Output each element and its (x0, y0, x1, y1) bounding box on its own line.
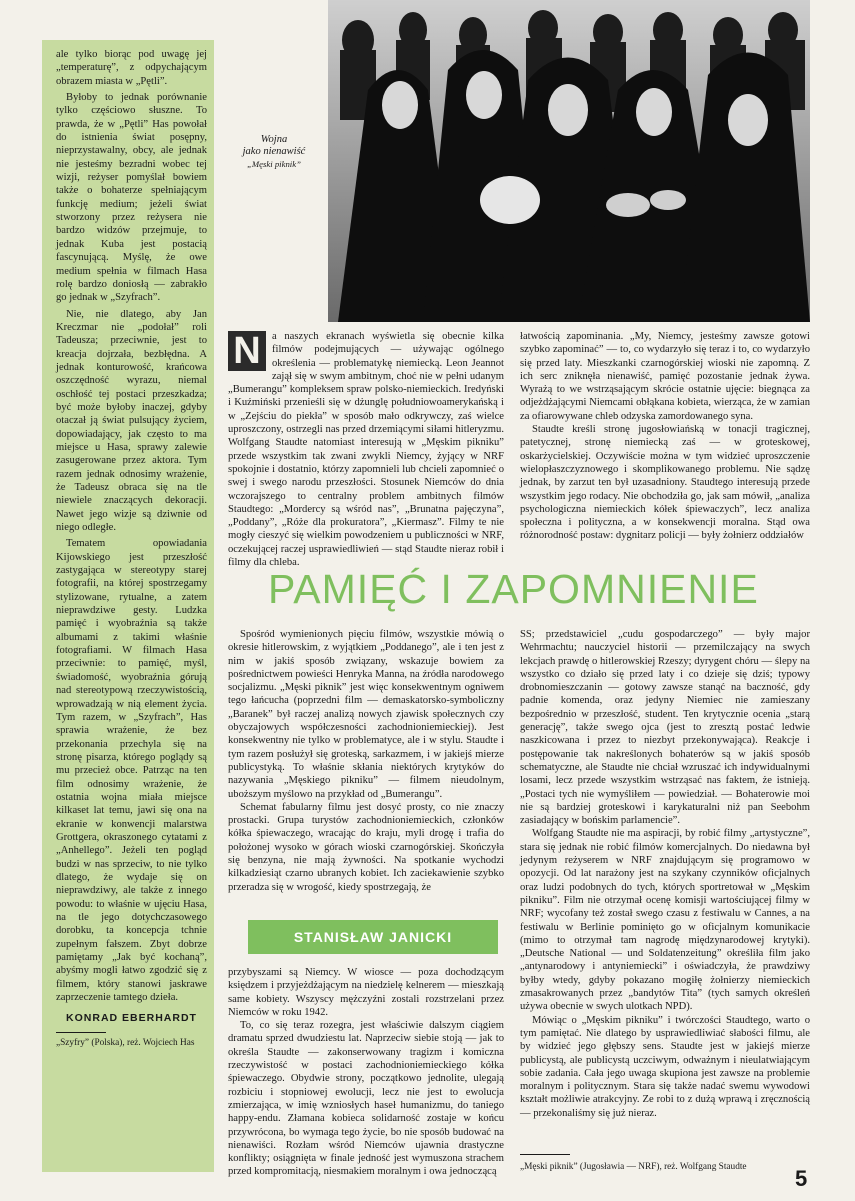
divider (520, 1154, 570, 1155)
article-column-2-bottom (520, 628, 810, 1120)
caption-film-title: „Męski piknik” (247, 159, 301, 169)
review-author: KONRAD EBERHARDT (66, 1012, 197, 1025)
article-headline: PAMIĘĆ I ZAPOMNIENIE (268, 566, 759, 612)
divider (56, 1032, 106, 1033)
article-paragraph: To, co się teraz rozegra, jest właściwie dalszym ciągiem dramatu sprzed dwudziestu lat. Naprzeciw siebie stoją — jak to określa Staudte — zakonserwowany tragizm i komiczna rzeczywistość w postaci zachodnioniemieckiego kółka śpiewaczego. Obydwie strony, początkowo jednolite, ulegają rozbiciu i stopniowej ewolucji, lecz nie jest to ewolucja zmierzająca, w imię wzniosłych haseł humanizmu, do taniego happy-endu. Złamana kobieca solidarność zostaje w końcu przywrócona, bo wymaga tego życie, bo nie sposób budować na nienawiści. Rozłam wśród Niemców ujawnia drastyczne konflikty; osiągnięta w finale jedność jest wymuszona strachem przed kompromitacją, niesmakiem moralnym i owa jednoczącą (228, 1020, 504, 1178)
review-column-left (42, 40, 214, 1172)
page-number: 5 (795, 1166, 808, 1191)
article-paragraph: Mówiąc o „Męskim pikniku” i twórczości Staudtego, warto o tym pamiętać. Nie dlatego by usprawiedliwiać słabości filmu, ale by widzieć jego głębszy sens. Staudte jest w jakiejś mierze publicystą, ale publicystą uczciwym, odważnym i nieulatwiającym sobie zadania. Cała jego uwaga skupiona jest zawsze na problemie moralnym i politycznym. Stara się także nadać swemu wywodowi kształt możliwie atrakcyjny. Ze robi to z dużą wprawą i zręcznością — przekonaliśmy się już nieraz. (520, 1014, 810, 1119)
article-column-1-middle (228, 628, 504, 894)
article-column-1-top (228, 330, 504, 569)
photo-caption (224, 134, 324, 170)
article-paragraph: Staudte kreśli stronę jugosłowiańską w tonacji tragicznej, patetycznej, stronę niemiecką zaś — w groteskowej, oskarżycielskiej. Oczywiście można w tym widzieć uproszczenie wielopłaszczyznowego i skomplikowanego problemu. Nie sądzę jednak, by zarzut ten był uzasadniony. Staudtego interesują przede wszystkim jego rodacy. Nie obchodziła go, jak sam mówił, „analiza psychologiczna niemieckich kółek śpiewaczych”, lecz analiza społeczna i polityczna, a w konsekwencji moralna. Stąd owa różnorodność postaw: dygnitarz policji — były żołnierz oddziałów (520, 424, 810, 542)
article-paragraph: a naszych ekranach wyświetla się obecnie kilka filmów podejmujących — używając ogólnego określenia — problematykę niemiecką. Leon Jeannot zajął się w swym ambitnym, choć nie w pełni udanym „Bumerangu” kompleksem spraw polsko-niemieckich. Iredyński i Kuźmiński przenieśli się w dżunglę południowoamerykańską i w „Zejściu do piekła” w sposób mało odkrywczy, zaś wielce uproszczony, ostrzegli nas przed drzemiącymi siłami hitleryzmu. Wolfgang Staudte natomiast interesują w „Męskim pikniku” przede wszystkim tak zwani zwykli Niemcy, żyjący w NRF spokojnie i dostatnio, którzy zapomnieli lub chcieli zapomnieć o swej i swego narodu przeszłości. Stosunek Niemców do dnia wczorajszego to centralny problem ambitnych filmów Staudtego: „Mordercy są wśród nas”, „Brunatna pajęczyna”, „Poddany”, „Róże dla prokuratora”, „Kiermasz”. Filmy te nie mogły cieszyć się wielkim powodzeniem u publiczności w NRF, oczekującej raczej usprawiedliwień — stąd Staudte nieraz robił i filmy dla chleba. (228, 331, 504, 569)
article-column-2-top (520, 330, 810, 543)
review-paragraph: Nie, nie dlatego, aby Jan Kreczmar nie „podołał” roli Tadeusza; przeciwnie, jest to kreacja dojrzała, bezbłędna. A jednak konturowość, krańcowa oszczędność wyrazu, niemal oschłość tej postaci przeszkadza; być może byłoby inaczej, gdyby otaczał ją świat pulsujący życiem, dopowiadający, jak często to ma miejsce u Hasa, sprawy zalewie zasugerowane przez aktora. Tym razem jednak odnosimy wrażenie, że Tadeusz obraca się na tle niewiele znaczących dekoracji. Nawet jego wizje są dziwnie od niego odległe. (56, 308, 207, 534)
article-column-1-bottom (228, 966, 504, 1179)
article-paragraph: przybyszami są Niemcy. W wiosce — poza dochodzącym księdzem i przyjeżdżającym na niedzielę kelnerem — mieszkają same kobiety. Wszyscy mężczyźni zostali rozstrzelani przez Niemców w roku 1942. (228, 967, 504, 1018)
review-paragraph: ale tylko biorąc pod uwagę jej „temperaturę”, z odpychającym obrazem miasta w „Pętli”. (56, 49, 207, 87)
caption-line: jako nienawiść (242, 146, 306, 157)
article-author-banner: STANISŁAW JANICKI (248, 920, 498, 954)
drop-cap: N (228, 331, 266, 371)
film-credit: „Szyfry” (Polska), reż. Wojciech Has (56, 1037, 195, 1048)
article-paragraph: Wolfgang Staudte nie ma aspiracji, by robić filmy „artystyczne”, stara się jednak nie robić filmów komercjalnych. Do niedawna był jedynym reżyserem w NRF znajdującym się programowo w opozycji. Od lat narażony jest na szykany czynników oficjalnych oraz ludzi podobnych do tych, których sportretował w „Męskim pikniku”. Film nie otrzymał ocenę komisji wartościującej filmy w NRF; wycofany też został swego czasu z festiwalu w Cannes, a na festiwalu w Berlinie pominięto go w oficjalnym komunikacie (mimo to otrzymał tam nagrodę międzynarodowej krytyki). „Deutsche National — und Soldatenzeitung” określiła film jako „antynarodowy i antyniemiecki” i oświadczyła, że prawdziwy byłby wtedy, gdyby pokazano mogiłę żołnierzy niemieckich zmasakrowanych przez „bandytów Tita” (tych samych określeń używa obecnie w swych ulotkach NPD). (520, 828, 810, 1013)
article-paragraph: Schemat fabularny filmu jest dosyć prosty, co nie znaczy prostacki. Grupa turystów zachodnioniemieckich, członków kółka śpiewaczego, wracając do kraju, myli drogę i trafia do położonej wysoko w górach wioski czarnogórskiej. Skończyła się benzyna, nie mają żywności. Na spotkanie wychodzi kilkadziesiąt czarno ubranych kobiet. Ich zaciekawienie szybko przeradza się w wrogość, kiedy spostrzegają, że (228, 801, 504, 893)
review-paragraph: Tematem opowiadania Kijowskiego jest przeszłość zastygająca w stereotypy starej fotografii, na której spostrzegamy stylizowane, rytualne, a zatem nieprawdziwe gesty. Ludzka pamięć i wyobraźnia są także albumami z takimi właśnie fotografiami. W filmach Hasa przeciwnie: to pamięć, myśl, świadomość, wyobraźnia górują nad stereotypową rzeczywistością, wprowadzają w nią element życia. Tym razem, w „Szyfrach”, Has sprawia wrażenie, że bez przekonania przechyla się na stronę pisarza, którego poglądy są mu przecież obce. Patrząc na ten film odnosimy wrażenie, że ostatnia wojna miała miejsce kilkaset lat temu, jawi się ona na ekranie w konwencji malarstwa Grottgera, okraszonego cytatami z „Anhellego”. Jeżeli ten pogląd budzi w nas sprzeciw, to nie tylko dlatego, że wydaje się on nieprawdziwy, ale także z innego powodu: to właśnie w ujęciu Hasa, na tle jego dotychczasowego dorobku, ta koncepcja tchnie zupełnym fałszem. Zbyt dobrze pamiętamy „Jak być kochaną”, abyśmy mogli łatwo zgodzić się z filmem, który stanowi jaskrawe zaprzeczenie tamtego dzieła. (56, 538, 207, 1004)
film-credit: „Męski piknik” (Jugosławia — NRF), reż. Wolfgang Staudte (520, 1162, 747, 1172)
caption-line: Wojna (260, 134, 288, 145)
film-still-photo (328, 0, 810, 322)
review-paragraph: Byłoby to jednak porównanie tylko częściowo słuszne. To prawda, że w „Pętli” Has powołał do istnienia świat posępny, nieprzystawalny, obcy, ale jednak nie jesteśmy bezradni wobec tej wizji, reżyser pomyślał bowiem także o bohaterze spełniającym funkcję medium; jeżeli świat stworzony przez reżysera nie bardzo widzów przejmuje, to jednak Kuba jest postacią fascynującą. Myślę, że owe medium spełnia w filmach Hasa rolę bardzo doniosłą — zabrakło go jednak w „Szyfrach”. (56, 92, 207, 304)
article-paragraph: SS; przedstawiciel „cudu gospodarczego” — były major Wehrmachtu; nauczyciel historii — przemilczający na swych lekcjach prawdę o hitlerowskiej Rzeszy; dyrygent chóru — ślepy na wszystko co działo się przed laty i co dzieje się dziś; typowy drobnomieszczanin — gotowy zawsze stanąć na baczność, gdy padnie komenda, oraz jedyny Niemiec nie zamieszany bezpośrednio w przeszłość, student. Ten krytycznie ocenia „starą generację”, także swego ojca (jest to zresztą postać ledwie naszkicowana i przez to niezbyt przekonywająca). Reakcje i postępowanie tak nakreślonych bohaterów są w jakiś sposób schematyczne, ale Staudte nie chciał wzruszać ich indywidualnymi losami, lecz przede wszystkim wstrząsać nas faktem, że istnieją. „Postaci tych nie wymyśliłem — powiedział. — Bohaterowie moi nie są bardziej groteskowi i karykaturalni niż pan Seebohm zasiadający w bońskim parlamencie”. (520, 629, 810, 827)
article-paragraph: Spośród wymienionych pięciu filmów, wszystkie mówią o okresie hitlerowskim, z wyjątkiem „Poddanego”, ale i ten jest z nim w jakiś sposób związany, wskazuje bowiem za pośrednictwem powieści Henryka Manna, na źródła narodowego socjalizmu. „Męski piknik” jest więc konsekwentnym ogniwem tego łańcucha (poprzedni film — demaskatorsko-symboliczny „Baranek” był raczej analizą nowych zjawisk społecznych czy obyczajowych współczesności zachodnioniemieckiej). Jest konsekwentny nie tylko w problematyce, ale i w stylu. Staudte i tym razem posłużył się groteską, sarkazmem, i w jakiejś mierze publicystyką. To właśnie skłania niektórych krytyków do nazywania „Męskiego pikniku” — filmem nieudolnym, uboższym myślowo na przykład od „Bumerangu”. (228, 629, 504, 800)
film-still-illustration (328, 0, 810, 322)
article-paragraph: łatwością zapominania. „My, Niemcy, jesteśmy zawsze gotowi szybko zapominać” — to, co wydarzyło się teraz i to, co wydarzyło się przed laty. Mieszkanki czarnogórskiej wioski nie zapomną. Z ich serc zniknęła nienawiść, pamięć pozostanie jednak żywa. Wyrażą to we wstrząsającym skrócie ostatnie ujęcie: biegnąca za odjeżdżającymi Niemcami obłąkana kobieta, wierząca, że w zamian za ofiarowywane chleb odzyska zamordowanego syna. (520, 331, 810, 422)
